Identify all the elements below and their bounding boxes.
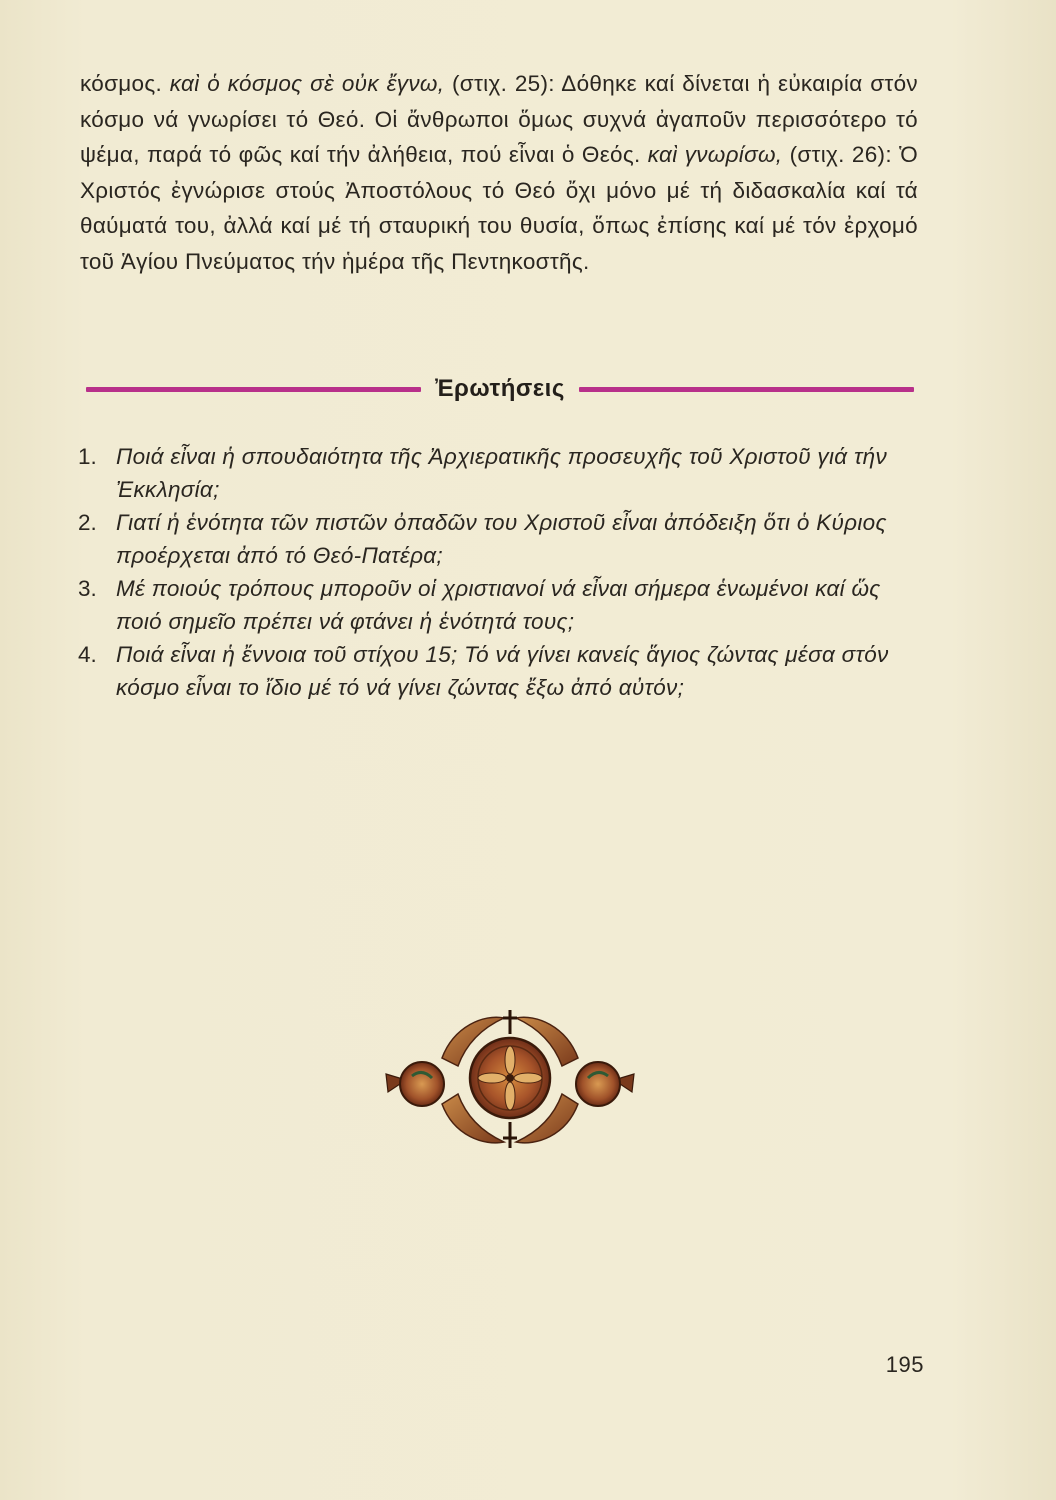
question-text: Ποιά εἶναι ἡ ἔννοια τοῦ στίχου 15; Τό νά γίνει κανείς ἅγιος ζώντας μέσα στόν κόσμο εἶναι το ἴδιο μέ τό νά γίνει ζώντας ἔξω ἀπό αὐτόν; [116,642,889,700]
header-rule-right [579,387,914,392]
question-number: 2. [78,510,97,535]
intro-paragraph [80,66,918,279]
intro-text-2: (στιχ. 25): Δόθηκε καί δίνεται ἡ εὐκαιρία στόν κόσμο νά γνωρίσει τό Θεό. Οἱ ἄνθρωποι ὅμως συχνά ἀγαποῦν περισσότερο τό ψέμα, παρά τό φῶς καί τήν ἀλήθεια, πού εἶναι ὁ Θεός. [80,71,918,167]
intro-quote-1: καὶ ὁ κόσμος σὲ οὐκ ἔγνω, [169,71,445,96]
question-number: 4. [78,642,97,667]
intro-quote-2: καὶ γνωρίσω, [647,142,783,167]
intro-text-1: κόσμος. [80,71,163,96]
question-number: 1. [78,444,97,469]
question-text: Ποιά εἶναι ἡ σπουδαιότητα τῆς Ἀρχιερατικῆς προσευχῆς τοῦ Χριστοῦ γιά τήν Ἐκκλησία; [116,444,888,502]
byzantine-ornament-icon [384,1008,636,1150]
intro-text-3: (στιχ. 26): Ὁ Χριστός ἐγνώρισε στούς Ἀποστόλους τό Θεό ὄχι μόνο μέ τή διδασκαλία καί τά θαύματά του, ἀλλά καί μέ τή σταυρική του θυσία, ὅπως ἐπίσης καί μέ τόν ἐρχομό τοῦ Ἁγίου Πνεύματος τήν ἡμέρα τῆς Πεντηκοστῆς. [80,142,918,274]
question-text: Γιατί ἡ ἑνότητα τῶν πιστῶν ὀπαδῶν του Χριστοῦ εἶναι ἀπόδειξη ὅτι ὁ Κύριος προέρχεται ἀπό τό Θεό-Πατέρα; [116,510,887,568]
question-item [78,572,918,638]
questions-header [86,372,914,406]
question-text: Μέ ποιούς τρόπους μποροῦν οἱ χριστιανοί νά εἶναι σήμερα ἑνωμένοι καί ὥς ποιό σημεῖο πρέπει νά φτάνει ἡ ἑνότητά τους; [116,576,881,634]
question-item [78,506,918,572]
question-item [78,638,918,704]
header-rule-left [86,387,421,392]
question-number: 3. [78,576,97,601]
questions-title: Ἐρωτήσεις [435,375,565,402]
question-item [78,440,918,506]
questions-list [78,440,918,704]
page-number: 195 [885,1352,924,1377]
